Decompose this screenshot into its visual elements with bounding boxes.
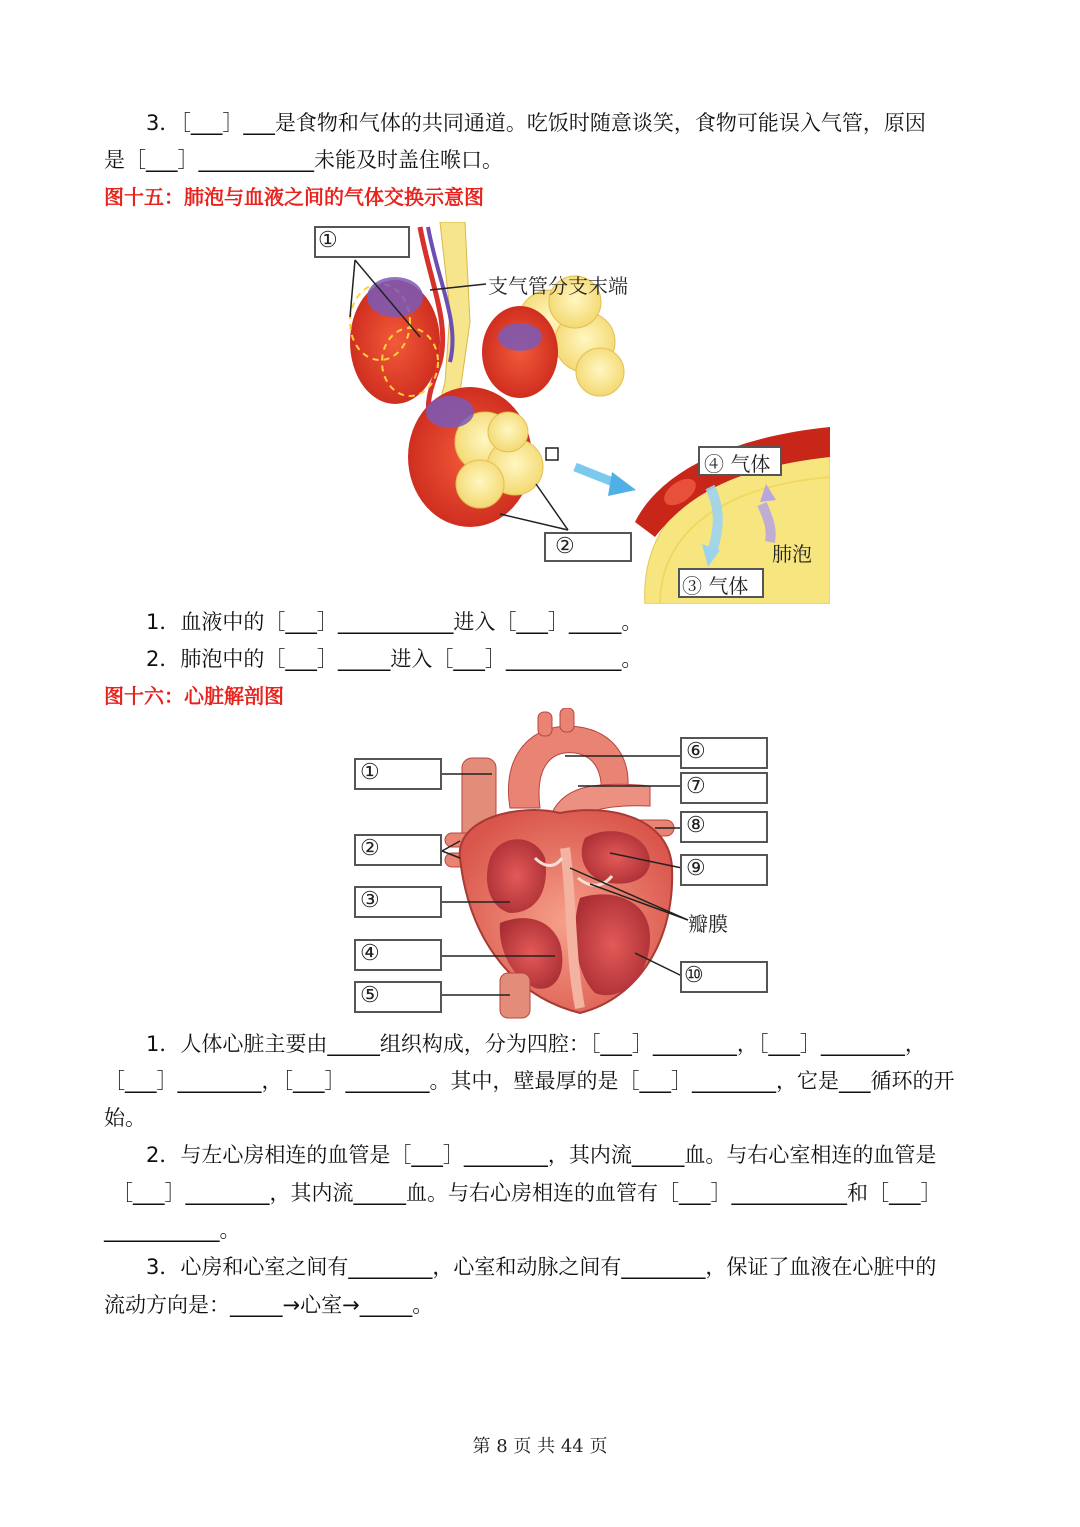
- figure-15-title: 图十五：肺泡与血液之间的气体交换示意图: [104, 185, 484, 209]
- figure-16-question-3-line-1: 3．心房和心室之间有________，心室和动脉之间有________，保证了血液在心脏中的: [146, 1255, 937, 1279]
- figure-16-question-1-line-1: 1．人体心脏主要由_____组织构成，分为四腔：［___］________，［___］________，: [146, 1032, 926, 1056]
- prev-question-3-line-1: 3．［___］___是食物和气体的共同通道。吃饭时随意谈笑，食物可能误入气管，原因: [146, 111, 926, 135]
- figure-16-label-valve: 瓣膜: [688, 912, 728, 936]
- figure-15-gas-4: ④ 气体: [704, 452, 771, 476]
- figure-15-label-bronchus: 支气管分支末端: [488, 274, 628, 298]
- figure-16-number-3: ③: [360, 888, 380, 913]
- figure-15-gas-3: ③ 气体: [682, 574, 749, 598]
- figure-16-number-7: ⑦: [686, 774, 706, 799]
- figure-16-question-3-line-2: 流动方向是：_____→心室→_____。: [104, 1293, 434, 1317]
- page-footer: 第 8 页 共 44 页: [472, 1436, 608, 1457]
- figure-16-number-10: ⑩: [684, 963, 704, 988]
- figure-16-question-1-line-3: 始。: [104, 1106, 146, 1130]
- figure-15-number-2: ②: [555, 534, 575, 559]
- figure-16-number-9: ⑨: [686, 856, 706, 881]
- figure-16-heart-diagram: [350, 708, 770, 1020]
- figure-15-alveoli-diagram: [300, 222, 830, 604]
- figure-16-number-8: ⑧: [686, 813, 706, 838]
- figure-15-question-2: 2．肺泡中的［___］_____进入［___］___________。: [146, 647, 643, 671]
- figure-15-question-1: 1．血液中的［___］___________进入［___］_____。: [146, 610, 643, 634]
- figure-16-number-2: ②: [360, 836, 380, 861]
- figure-16-question-2-line-2: ［___］________，其内流_____血。与右心房相连的血管有［___］___________和［___］: [112, 1181, 942, 1205]
- figure-16-number-1: ①: [360, 760, 380, 785]
- figure-16-question-2-line-1: 2．与左心房相连的血管是［___］________，其内流_____血。与右心室相连的血管是: [146, 1143, 937, 1167]
- figure-16-number-6: ⑥: [686, 739, 706, 764]
- figure-16-number-5: ⑤: [360, 983, 380, 1008]
- figure-16-question-2-line-3: ___________。: [104, 1218, 241, 1242]
- figure-15-number-1: ①: [318, 228, 338, 253]
- prev-question-3-line-2: 是［___］___________未能及时盖住喉口。: [104, 148, 503, 172]
- figure-16-number-4: ④: [360, 941, 380, 966]
- figure-16-question-1-line-2: ［___］________，［___］________。其中，壁最厚的是［___］________，它是___循环的开: [104, 1069, 955, 1093]
- figure-15-label-alveolus: 肺泡: [772, 542, 812, 566]
- figure-16-title: 图十六：心脏解剖图: [104, 684, 284, 708]
